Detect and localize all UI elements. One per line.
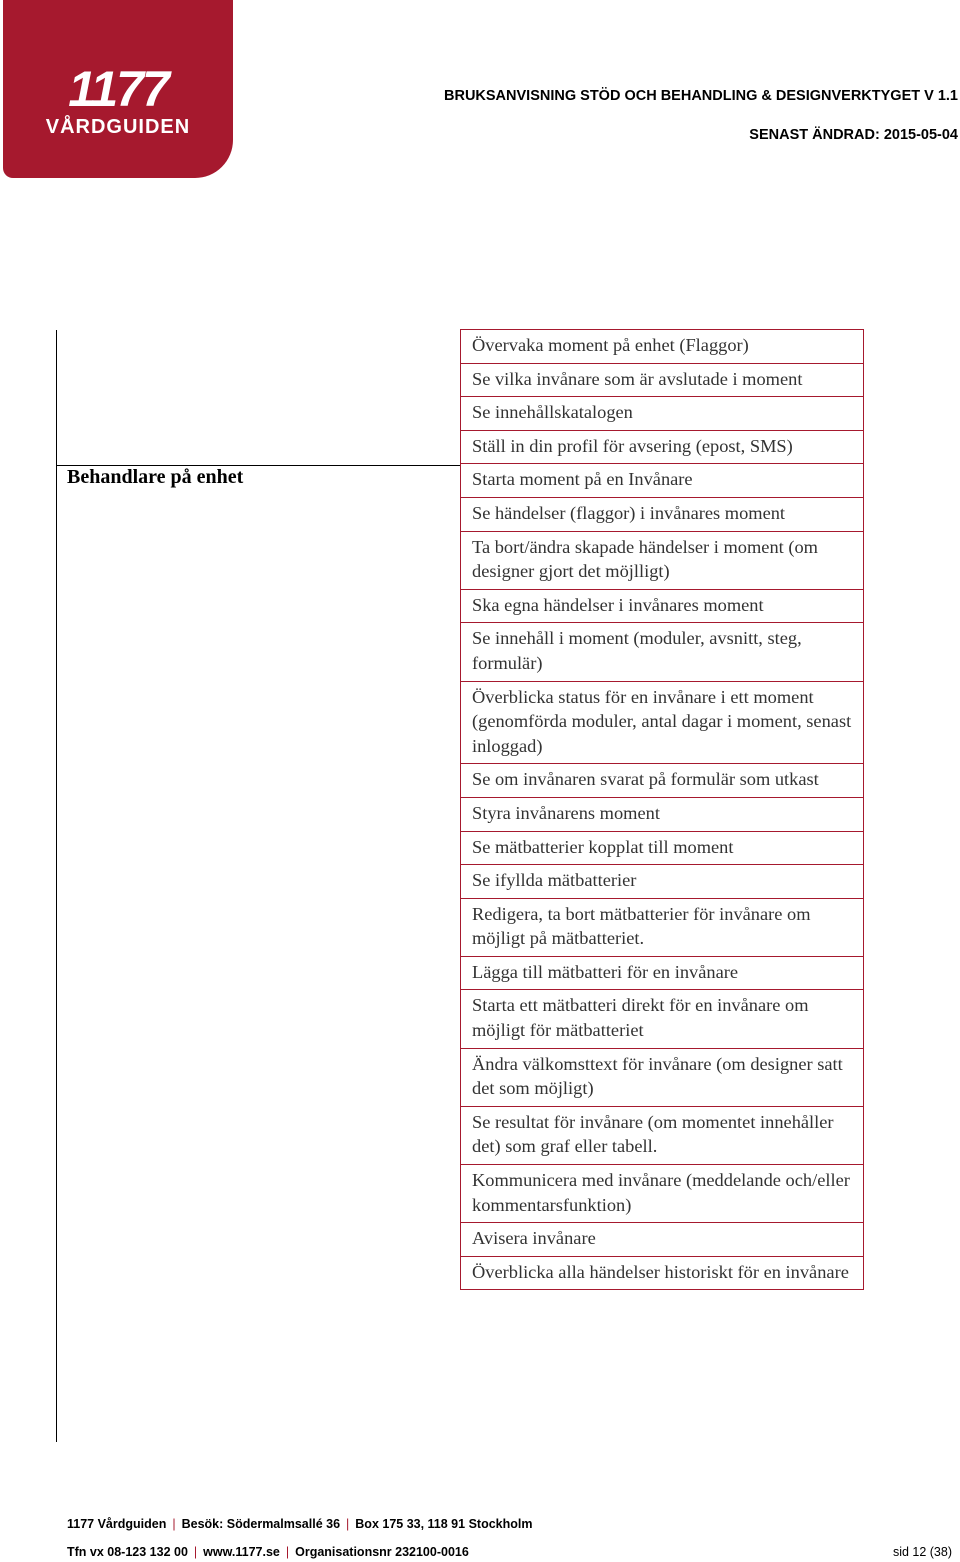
- permission-item: Starta moment på en Invånare: [461, 464, 863, 498]
- footer-separator: |: [346, 1517, 350, 1531]
- role-label: Behandlare på enhet: [67, 466, 244, 488]
- permission-item: Se mätbatterier kopplat till moment: [461, 832, 863, 866]
- permissions-list: [460, 329, 864, 1290]
- permission-item: Ta bort/ändra skapade händelser i moment (om designer gjort det möjlligt): [461, 532, 863, 590]
- page-number: sid 12 (38): [892, 1545, 952, 1559]
- table-left-border: [56, 330, 57, 1442]
- footer-org-number: Organisationsnr 232100-0016: [295, 1545, 469, 1559]
- logo-1177-vardguiden: [3, 0, 233, 178]
- permission-item: Övervaka moment på enhet (Flaggor): [461, 330, 863, 364]
- logo-number: 1177: [68, 61, 168, 117]
- permission-item: Se resultat för invånare (om momentet innehåller det) som graf eller tabell.: [461, 1107, 863, 1165]
- last-modified-date: SENAST ÄNDRAD: 2015-05-04: [749, 127, 958, 143]
- permission-item: Lägga till mätbatteri för en invånare: [461, 957, 863, 991]
- footer-postal-address: Box 175 33, 118 91 Stockholm: [355, 1517, 533, 1531]
- footer-org-name: 1177 Vårdguiden: [67, 1517, 167, 1531]
- permission-item: Starta ett mätbatteri direkt för en invånare om möjligt för mätbatteriet: [461, 990, 863, 1048]
- footer-visit-address: Besök: Södermalmsallé 36: [181, 1517, 341, 1531]
- permission-item: Överblicka status för en invånare i ett moment (genomförda moduler, antal dagar i moment, senast inloggad): [461, 682, 863, 765]
- permission-item: Överblicka alla händelser historiskt för en invånare: [461, 1257, 863, 1291]
- permission-item: Se innehåll i moment (moduler, avsnitt, steg, formulär): [461, 623, 863, 681]
- permission-item: Ska egna händelser i invånares moment: [461, 590, 863, 624]
- footer-separator: |: [193, 1545, 198, 1559]
- footer-separator: |: [285, 1545, 290, 1559]
- permission-item: Ändra välkomsttext för invånare (om designer satt det som möjligt): [461, 1049, 863, 1107]
- footer-contact-line: [67, 1545, 469, 1559]
- permission-item: Se vilka invånare som är avslutade i moment: [461, 364, 863, 398]
- permission-item: Styra invånarens moment: [461, 798, 863, 832]
- permission-item: Se om invånaren svarat på formulär som utkast: [461, 764, 863, 798]
- logo-name: VÅRDGUIDEN: [45, 116, 191, 138]
- permission-item: Se innehållskatalogen: [461, 397, 863, 431]
- footer-website-link[interactable]: www.1177.se: [203, 1545, 280, 1559]
- footer-phone: Tfn vx 08-123 132 00: [67, 1545, 188, 1559]
- permission-item: Se ifyllda mätbatterier: [461, 865, 863, 899]
- permission-item: Ställ in din profil för avsering (epost, SMS): [461, 431, 863, 465]
- permission-item: Redigera, ta bort mätbatterier för invånare om möjligt på mätbatteriet.: [461, 899, 863, 957]
- document-title: BRUKSANVISNING STÖD OCH BEHANDLING & DESIGNVERKTYGET V 1.1: [444, 88, 958, 104]
- permission-item: Avisera invånare: [461, 1223, 863, 1257]
- footer-address-line: [67, 1517, 532, 1531]
- footer-separator: |: [172, 1517, 176, 1531]
- permission-item: Se händelser (flaggor) i invånares moment: [461, 498, 863, 532]
- permission-item: Kommunicera med invånare (meddelande och/eller kommentarsfunktion): [461, 1165, 863, 1223]
